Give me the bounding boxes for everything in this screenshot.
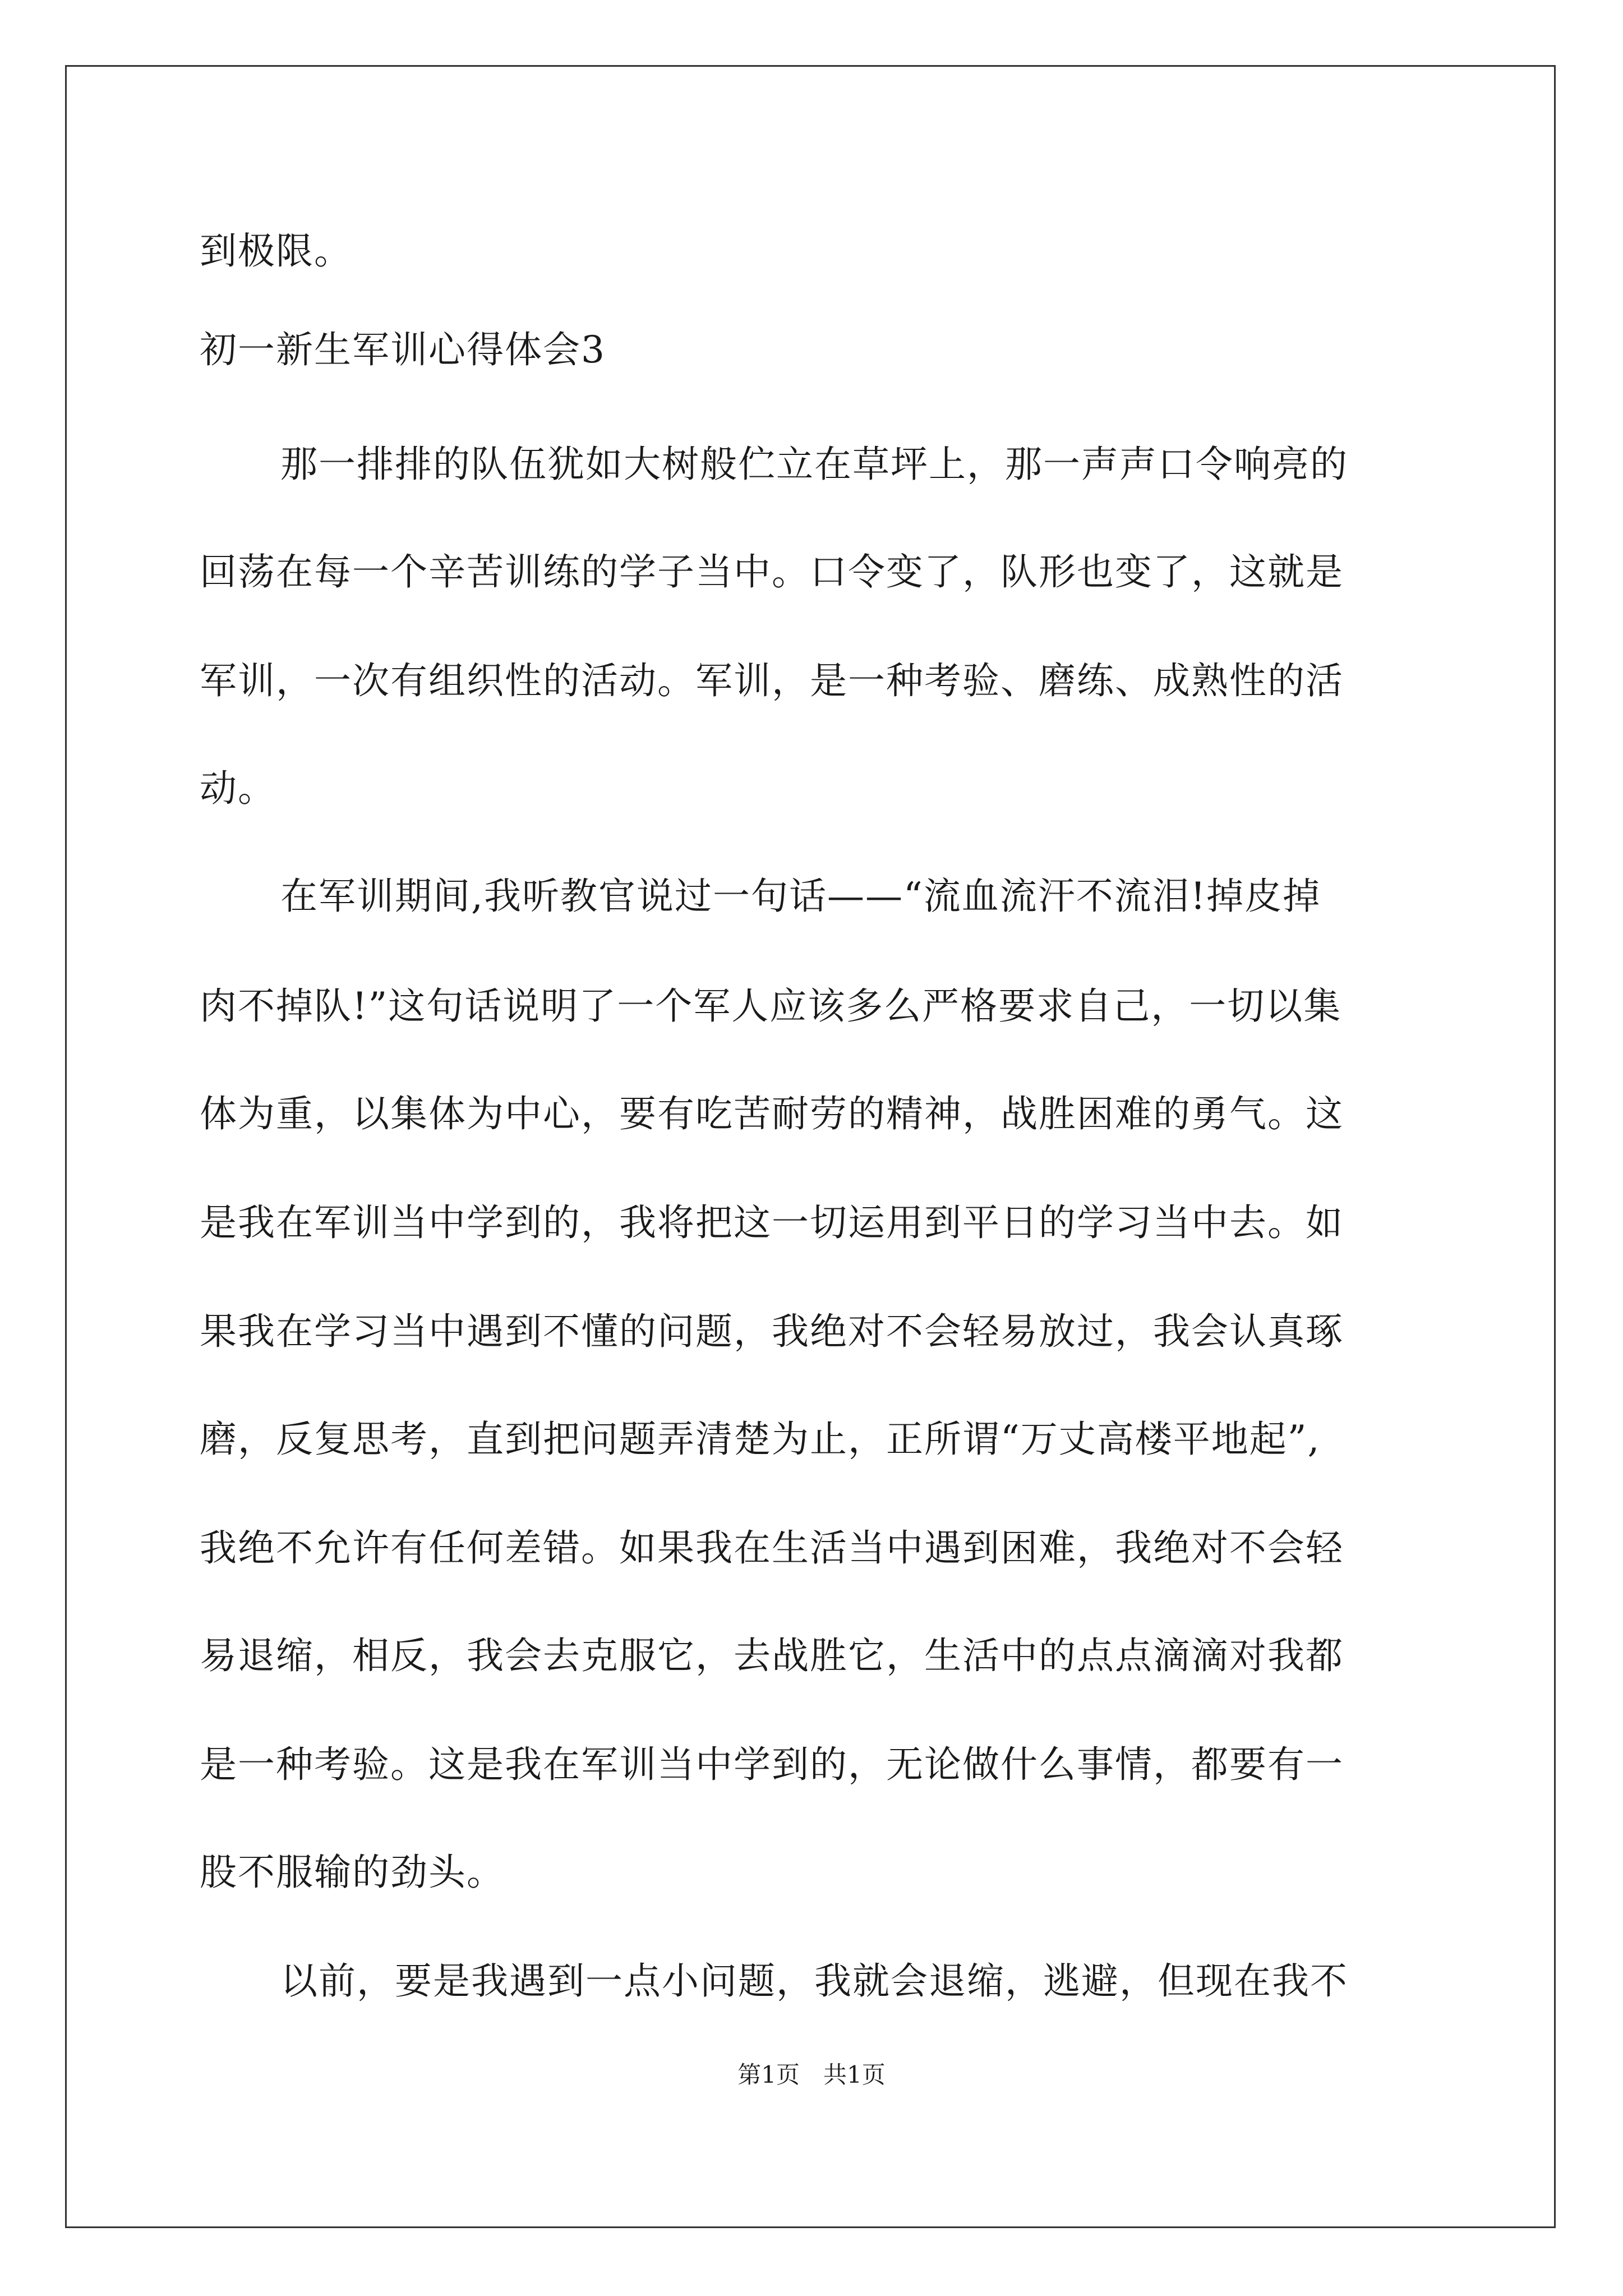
text-line: 易退缩，相反，我会去克服它，去战胜它，生活中的点点滴滴对我都 — [200, 1634, 1344, 1677]
text-line: 肉不掉队!”这句话说明了一个军人应该多么严格要求自己，一切以集 — [200, 984, 1342, 1028]
text-line: 回荡在每一个辛苦训练的学子当中。口令变了，队形也变了，这就是 — [200, 550, 1344, 593]
text-line: 以前，要是我遇到一点小问题，我就会退缩，逃避，但现在我不 — [280, 1959, 1348, 2003]
text-line: 军训，一次有组织性的活动。军训，是一种考验、磨练、成熟性的活 — [200, 659, 1344, 702]
text-line: 是一种考验。这是我在军训当中学到的，无论做什么事情，都要有一 — [200, 1743, 1344, 1786]
text-line: 到极限。 — [200, 229, 352, 273]
text-line: 是我在军训当中学到的，我将把这一切运用到平日的学习当中去。如 — [200, 1201, 1344, 1244]
text-line: 在军训期间,我听教官说过一句话——“流血流汗不流泪!掉皮掉 — [280, 875, 1321, 918]
text-line: 磨，反复思考，直到把问题弄清楚为止，正所谓“万丈高楼平地起”, — [200, 1418, 1321, 1461]
text-line: 果我在学习当中遇到不懂的问题，我绝对不会轻易放过，我会认真琢 — [200, 1310, 1344, 1353]
page-number-footer: 第1页 共1页 — [737, 2061, 886, 2088]
text-line: 体为重，以集体为中心，要有吃苦耐劳的精神，战胜困难的勇气。这 — [200, 1092, 1344, 1135]
text-line: 那一排排的队伍犹如大树般伫立在草坪上，那一声声口令响亮的 — [280, 443, 1348, 486]
section-heading: 初一新生军训心得体会3 — [200, 328, 606, 371]
page-border — [65, 65, 1556, 2228]
text-line: 我绝不允许有任何差错。如果我在生活当中遇到困难，我绝对不会轻 — [200, 1526, 1344, 1570]
text-line: 动。 — [200, 767, 276, 810]
text-line: 股不服输的劲头。 — [200, 1851, 505, 1894]
